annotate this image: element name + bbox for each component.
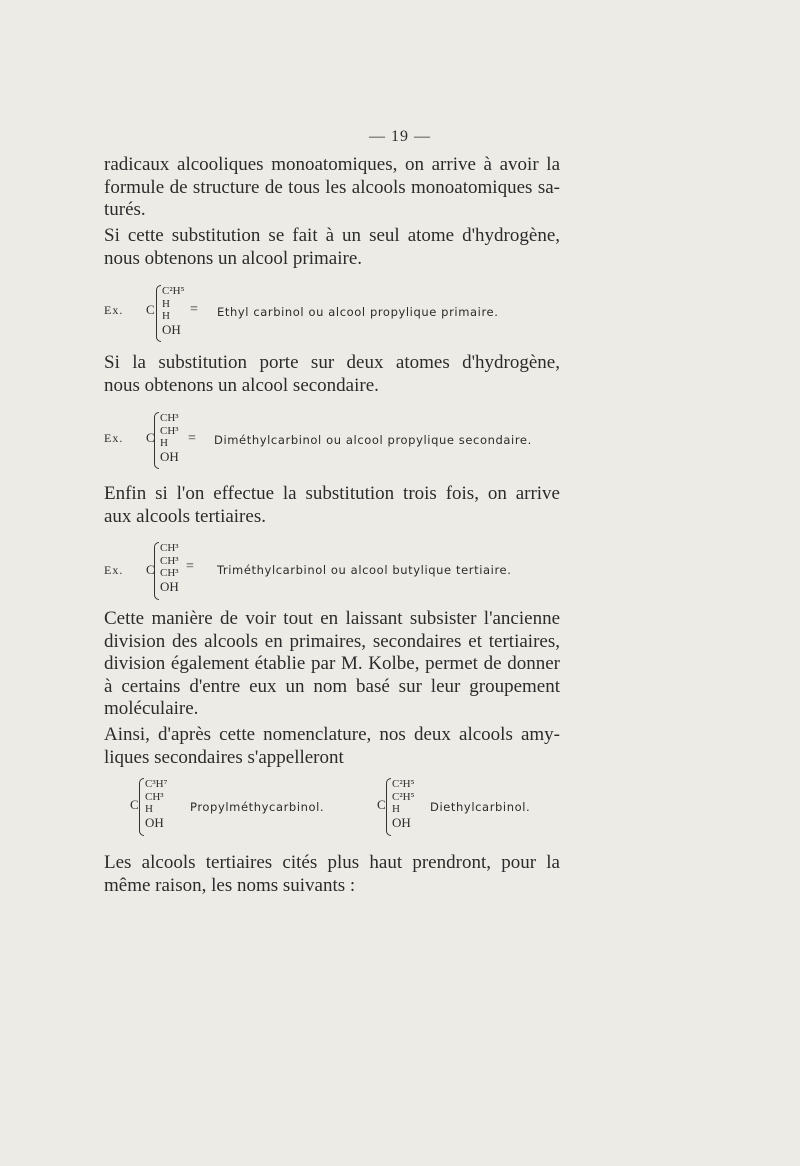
paragraph-1: [104, 154, 560, 222]
carbon-atom: C: [146, 302, 155, 317]
paragraph-7: [104, 852, 560, 897]
text-line: Les alcools tertiaires cités plus haut prendront, pour la: [104, 852, 560, 873]
substituent: C²H⁵: [162, 285, 185, 297]
text-line: division des alcools en primaires, secondaires et tertiaires,: [104, 630, 560, 652]
paragraph-3: [104, 352, 560, 397]
text-line: liques secondaires s'appelleront: [104, 746, 344, 768]
text-line: nous obtenons un alcool primaire.: [104, 247, 363, 269]
formula-caption: Diméthylcarbinol ou alcool propylique secondaire.: [214, 433, 532, 447]
example-label: Ex.: [104, 431, 124, 445]
substituent: OH: [162, 322, 181, 337]
substituent: OH: [145, 815, 164, 830]
text-line: division également établie par M. Kolbe, permet de donner: [104, 653, 560, 674]
carbon-atom: C: [146, 430, 155, 445]
carbon-atom: C: [130, 797, 139, 812]
substituent: C²H⁵: [392, 778, 415, 790]
substituent: OH: [392, 815, 411, 830]
text-line: radicaux alcooliques monoatomiques, on arrive à avoir la: [104, 154, 560, 175]
paragraph-5: [104, 608, 560, 721]
text-line: Si la substitution porte sur deux atomes d'hydrogène,: [104, 352, 560, 373]
text-line: formule de structure de tous les alcools monoatomiques sa-: [104, 176, 560, 198]
substituent: CH³: [160, 567, 179, 579]
formula-caption: Propylméthycarbinol.: [190, 800, 325, 814]
text-line: Ainsi, d'après cette nomenclature, nos deux alcools amy-: [104, 724, 560, 745]
formula-brace: [154, 542, 159, 600]
substituent: CH³: [160, 425, 179, 437]
substituent: C²H⁵: [392, 791, 415, 803]
carbon-atom: C: [146, 562, 155, 577]
substituent: OH: [160, 579, 179, 594]
substituent: H: [162, 310, 170, 322]
formula-brace: [156, 285, 161, 342]
paragraph-6: [104, 724, 560, 769]
formula-brace: [139, 778, 144, 836]
substituent: C³H⁷: [145, 778, 168, 790]
substituent: H: [392, 803, 400, 815]
formula-caption: Triméthylcarbinol ou alcool butylique tertiaire.: [217, 563, 512, 577]
text-line: aux alcools tertiaires.: [104, 505, 266, 527]
formula-caption: Ethyl carbinol ou alcool propylique primaire.: [217, 305, 499, 319]
text-line: Si cette substitution se fait à un seul atome d'hydrogène,: [104, 225, 560, 246]
formula-brace: [154, 412, 159, 469]
formula-caption: Diethylcarbinol.: [430, 800, 531, 814]
equals-sign: =: [188, 431, 196, 446]
example-label: Ex.: [104, 303, 124, 317]
substituent: H: [145, 803, 153, 815]
text-line: Cette manière de voir tout en laissant subsister l'ancienne: [104, 608, 560, 629]
text-line: turés.: [104, 199, 146, 220]
formula-brace: [386, 778, 391, 836]
text-line: Enfin si l'on effectue la substitution trois fois, on arrive: [104, 483, 560, 504]
substituent: CH³: [160, 555, 179, 567]
paragraph-4: [104, 483, 560, 528]
page-number: — 19 —: [369, 128, 431, 145]
equals-sign: =: [186, 559, 194, 574]
substituent: CH³: [160, 542, 179, 554]
text-line: moléculaire.: [104, 698, 199, 719]
text-line: même raison, les noms suivants :: [104, 874, 356, 896]
substituent: CH³: [145, 791, 164, 803]
substituent: H: [160, 437, 168, 449]
substituent: H: [162, 298, 170, 310]
carbon-atom: C: [377, 797, 386, 812]
substituent: OH: [160, 449, 179, 464]
text-line: à certains d'entre eux un nom basé sur leur groupement: [104, 675, 560, 697]
text-line: nous obtenons un alcool secondaire.: [104, 374, 379, 396]
paragraph-2: [104, 225, 560, 270]
substituent: CH³: [160, 412, 179, 424]
example-label: Ex.: [104, 563, 124, 577]
equals-sign: =: [190, 302, 198, 317]
